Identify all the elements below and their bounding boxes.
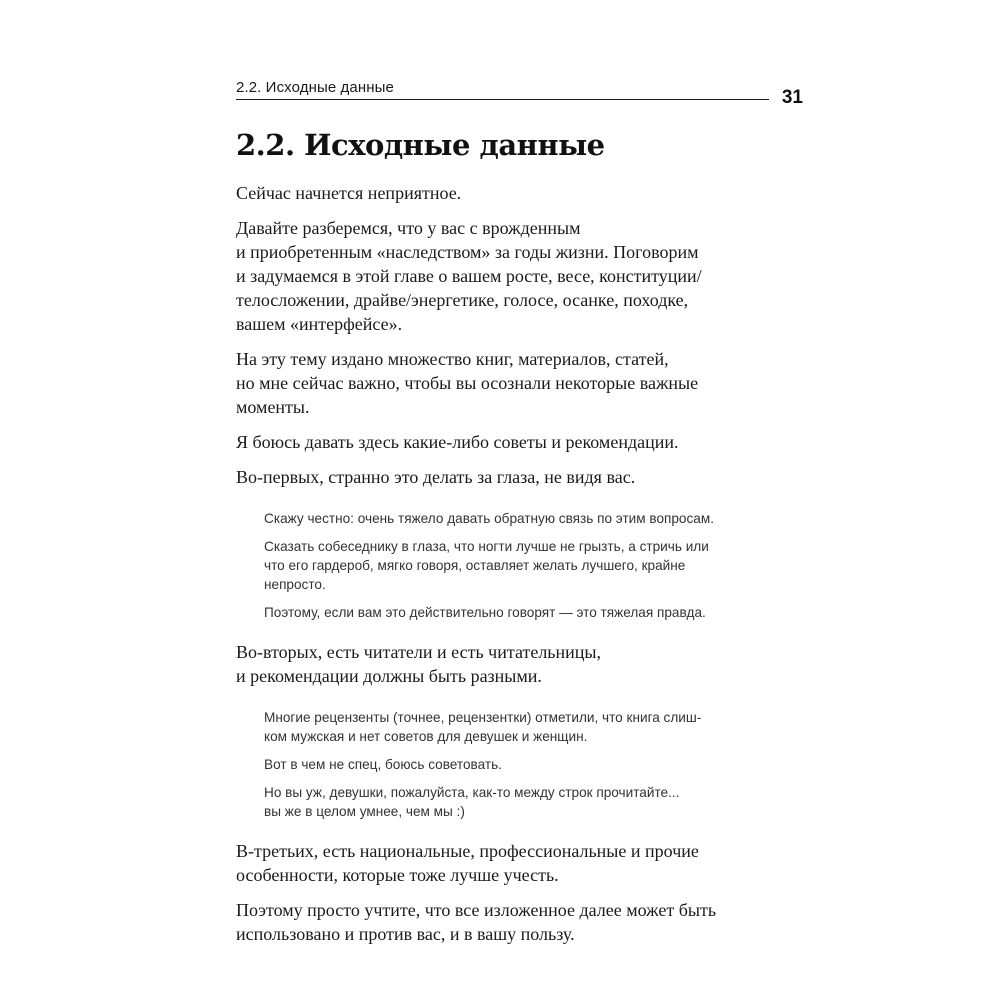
text-line: Скажу честно: очень тяжело давать обратную связь по этим вопросам. bbox=[264, 510, 714, 526]
text-line: особенности, которые тоже лучше учесть. bbox=[236, 864, 559, 885]
text-line: Я боюсь давать здесь какие-либо советы и рекомендации. bbox=[236, 431, 679, 452]
aside-paragraph bbox=[264, 603, 776, 622]
running-title: 2.2. Исходные данные bbox=[236, 79, 394, 96]
text-line: и рекомендации должны быть разными. bbox=[236, 665, 542, 686]
aside-note-honesty bbox=[264, 509, 776, 622]
page-number: 31 bbox=[781, 87, 803, 108]
text-line: Но вы уж, девушки, пожалуйста, как-то между строк прочитайте... bbox=[264, 784, 680, 800]
paragraph-second bbox=[236, 640, 776, 688]
section-title: 2.2. Исходные данные bbox=[236, 128, 605, 162]
text-line: Во-вторых, есть читатели и есть читательницы, bbox=[236, 641, 602, 662]
header-rule bbox=[236, 99, 769, 100]
paragraph-advice bbox=[236, 430, 776, 454]
aside-paragraph bbox=[264, 537, 776, 594]
paragraph-inheritance bbox=[236, 216, 776, 336]
text-line: использовано и против вас, и в вашу пользу. bbox=[236, 923, 575, 944]
text-line: что его гардероб, мягко говоря, оставляет желать лучшего, крайне bbox=[264, 557, 686, 573]
text-line: вашем «интерфейсе». bbox=[236, 313, 403, 334]
text-line: Многие рецензенты (точнее, рецензентки) отметили, что книга слиш- bbox=[264, 709, 702, 725]
text-line: вы же в целом умнее, чем мы :) bbox=[264, 803, 465, 819]
text-line: телосложении, драйве/энергетике, голосе, осанке, походке, bbox=[236, 289, 689, 310]
text-line: Поэтому просто учтите, что все изложенное далее может быть bbox=[236, 899, 717, 920]
aside-paragraph bbox=[264, 509, 776, 528]
paragraph-conclusion bbox=[236, 898, 776, 946]
paragraph-literature bbox=[236, 347, 776, 419]
text-line: В-третьих, есть национальные, профессиональные и прочие bbox=[236, 840, 699, 861]
aside-paragraph bbox=[264, 708, 776, 746]
aside-paragraph bbox=[264, 783, 776, 821]
text-line: На эту тему издано множество книг, материалов, статей, bbox=[236, 348, 669, 369]
text-line: Сейчас начнется неприятное. bbox=[236, 182, 462, 203]
aside-paragraph bbox=[264, 755, 776, 774]
running-header bbox=[236, 79, 803, 108]
text-line: непросто. bbox=[264, 576, 326, 592]
paragraph-first bbox=[236, 465, 776, 489]
text-line: Поэтому, если вам это действительно говорят — это тяжелая правда. bbox=[264, 604, 706, 620]
text-line: Сказать собеседнику в глаза, что ногти лучше не грызть, а стричь или bbox=[264, 538, 709, 554]
text-line: ком мужская и нет советов для девушек и женщин. bbox=[264, 728, 588, 744]
text-line: и задумаемся в этой главе о вашем росте, весе, конституции/ bbox=[236, 265, 702, 286]
paragraph-intro bbox=[236, 181, 776, 205]
text-line: моменты. bbox=[236, 396, 310, 417]
text-line: Давайте разберемся, что у вас с врожденным bbox=[236, 217, 581, 238]
text-line: но мне сейчас важно, чтобы вы осознали некоторые важные bbox=[236, 372, 699, 393]
paragraph-third bbox=[236, 839, 776, 887]
text-line: и приобретенным «наследством» за годы жизни. Поговорим bbox=[236, 241, 699, 262]
aside-note-reviewers bbox=[264, 708, 776, 821]
page-content bbox=[236, 128, 776, 957]
text-line: Вот в чем не спец, боюсь советовать. bbox=[264, 756, 502, 772]
text-line: Во-первых, странно это делать за глаза, не видя вас. bbox=[236, 466, 636, 487]
